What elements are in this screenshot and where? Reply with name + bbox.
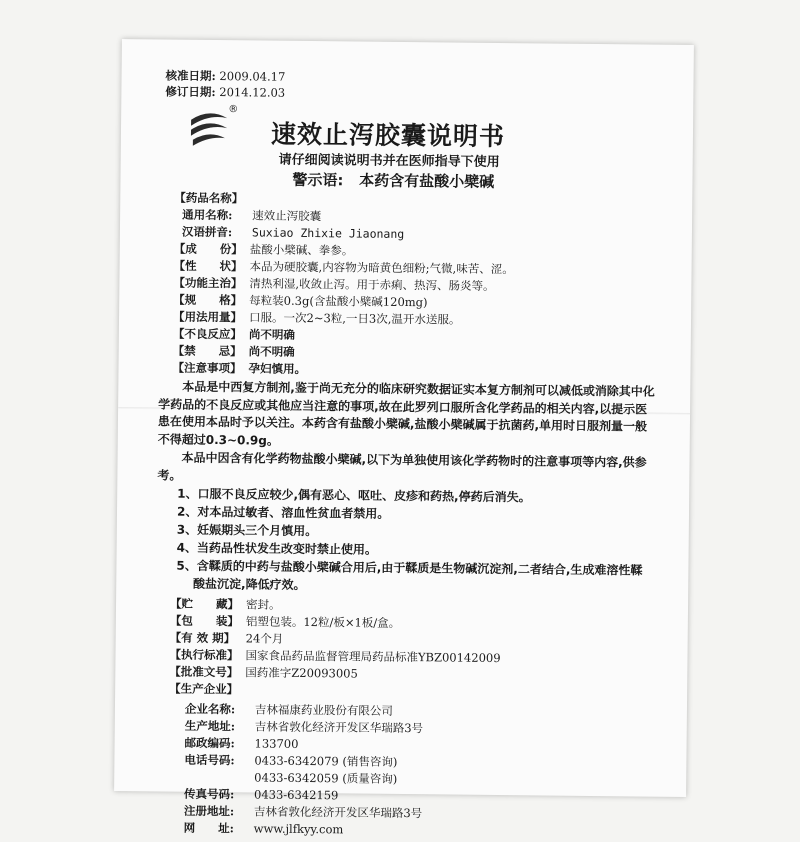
manufacturer-value: 吉林省敦化经济开发区华瑞路3号 <box>253 804 423 821</box>
section-value: 尚不明确 <box>248 327 295 342</box>
section-label: 【成 份】 <box>173 241 243 257</box>
manufacturer-value: 0433-6342159 <box>253 787 339 803</box>
notes-paragraph-2: 本品中因含有化学药物盐酸小檗碱,以下为单独使用该化学药物时的注意事项等内容,供参考。 <box>157 450 647 483</box>
notes-item: 4、当药品性状发生改变时禁止使用。 <box>176 540 378 557</box>
section-value: 密封。 <box>245 597 281 612</box>
manufacturer-header: 【生产企业】 <box>169 681 239 697</box>
page-title: 速效止泻胶囊说明书 <box>270 119 506 152</box>
approve-date: 2009.04.17 <box>219 69 286 84</box>
manufacturer-list <box>184 701 424 839</box>
pinyin-value: Suxiao Zhixie Jiaonang <box>251 225 405 241</box>
manufacturer-value: 133700 <box>254 736 299 751</box>
warning-line <box>292 169 494 192</box>
notes-item: 1、口服不良反应较少,偶有恶心、呕吐、皮疹和药热,停药后消失。 <box>177 486 531 505</box>
section-row <box>172 360 512 381</box>
manufacturer-value: 0433-6342059 (质量咨询) <box>254 770 398 786</box>
section-value: 本品为硬胶囊,内容物为暗黄色细粉;气微,味苦、涩。 <box>249 259 514 277</box>
manufacturer-value: 吉林省敦化经济开发区华瑞路3号 <box>254 719 424 736</box>
subtitle: 请仔细阅读说明书并在医师指导下使用 <box>278 152 500 170</box>
drug-name-header: 【药品名称】 <box>174 190 244 206</box>
notes-item: 2、对本品过敏者、溶血性贫血者禁用。 <box>176 504 390 521</box>
notes-item: 5、含鞣质的中药与盐酸小檗碱合用后,由于鞣质是生物碱沉淀剂,二者结合,生成难溶性鞣酸盐沉淀,降低疗效。 <box>176 558 643 592</box>
section-value: 国药准字Z20093005 <box>245 665 358 681</box>
generic-value: 速效止泻胶囊 <box>252 208 322 224</box>
company-logo-icon <box>187 106 231 150</box>
section-value: 清热利湿,收敛止泻。用于赤痢、热泻、肠炎等。 <box>249 276 495 293</box>
warning-text: 本药含有盐酸小檗碱 <box>359 171 495 191</box>
warning-label: 警示语: <box>292 170 344 190</box>
notes-item: 3、妊娠期头三个月慎用。 <box>176 522 318 539</box>
manufacturer-value: 0433-6342079 (销售咨询) <box>254 753 398 769</box>
manufacturer-label: 邮政编码: <box>184 735 235 751</box>
manufacturer-label: 网 址: <box>183 820 235 836</box>
section-value: 盐酸小檗碱、拳参。 <box>249 242 354 258</box>
section-value: 每粒装0.3g(含盐酸小檗碱120mg) <box>249 293 428 310</box>
manufacturer-label: 生产地址: <box>184 718 236 734</box>
section-label: 【不良反应】 <box>172 326 242 342</box>
manufacturer-label: 企业名称: <box>184 701 236 717</box>
section-label: 【执行标准】 <box>169 647 239 663</box>
section-value: 孕妇慎用。 <box>248 361 307 376</box>
manufacturer-value: www.jlfkyy.com <box>253 821 344 837</box>
section-label: 【注意事项】 <box>172 360 242 376</box>
section-value: 尚不明确 <box>248 344 295 359</box>
section-label: 【禁 忌】 <box>172 343 242 359</box>
manufacturer-label <box>184 781 254 782</box>
revise-date-line <box>165 83 285 101</box>
notes-paragraph-1: 本品是中西复方制剂,鉴于尚无充分的临床研究数据证实本复方制剂可以减低或消除其中化学药品的不良反应或其他应当注意的事项,故在此罗列口服所含化学药品的相关内容,以提示医患在使用本品时予以关注。本药含有盐酸小檗碱,盐酸小檗碱属于抗菌药,单用时日服剂量一般不得超过0.3~0.9g。 <box>157 379 655 448</box>
manufacturer-label: 注册地址: <box>183 803 235 819</box>
section-value: 国家食品药品监督管理局药品标准YBZ00142009 <box>245 648 501 666</box>
revise-label: 修订日期: <box>165 84 216 100</box>
section-label: 【批准文号】 <box>169 664 239 680</box>
section-list-2 <box>169 596 501 701</box>
approve-label: 核准日期: <box>165 68 216 84</box>
manufacturer-row <box>184 820 422 839</box>
section-label: 【用法用量】 <box>172 309 243 325</box>
pinyin-label: 汉语拼音: <box>181 224 233 240</box>
instruction-sheet <box>114 39 694 837</box>
section-label: 【规 格】 <box>173 292 243 308</box>
manufacturer-value: 吉林福康药业股份有限公司 <box>254 702 394 718</box>
section-label: 【贮 藏】 <box>169 596 240 612</box>
registered-mark: ® <box>228 104 239 116</box>
section-value: 口服。一次2~3粒,一日3次,温开水送服。 <box>248 310 461 327</box>
manufacturer-label: 电话号码: <box>184 752 235 768</box>
section-value: 24个月 <box>245 631 284 646</box>
section-label: 【性 状】 <box>173 258 243 274</box>
section-list <box>172 241 514 381</box>
section-value: 铝塑包装。12粒/板×1板/盒。 <box>245 614 401 630</box>
manufacturer-label: 传真号码: <box>183 786 235 802</box>
generic-name-line <box>182 207 321 225</box>
section-label: 【有 效 期】 <box>169 630 236 646</box>
revise-date: 2014.12.03 <box>219 85 286 100</box>
section-label: 【功能主治】 <box>173 275 243 291</box>
generic-label: 通用名称: <box>182 207 233 223</box>
section-label: 【包 装】 <box>169 613 239 629</box>
